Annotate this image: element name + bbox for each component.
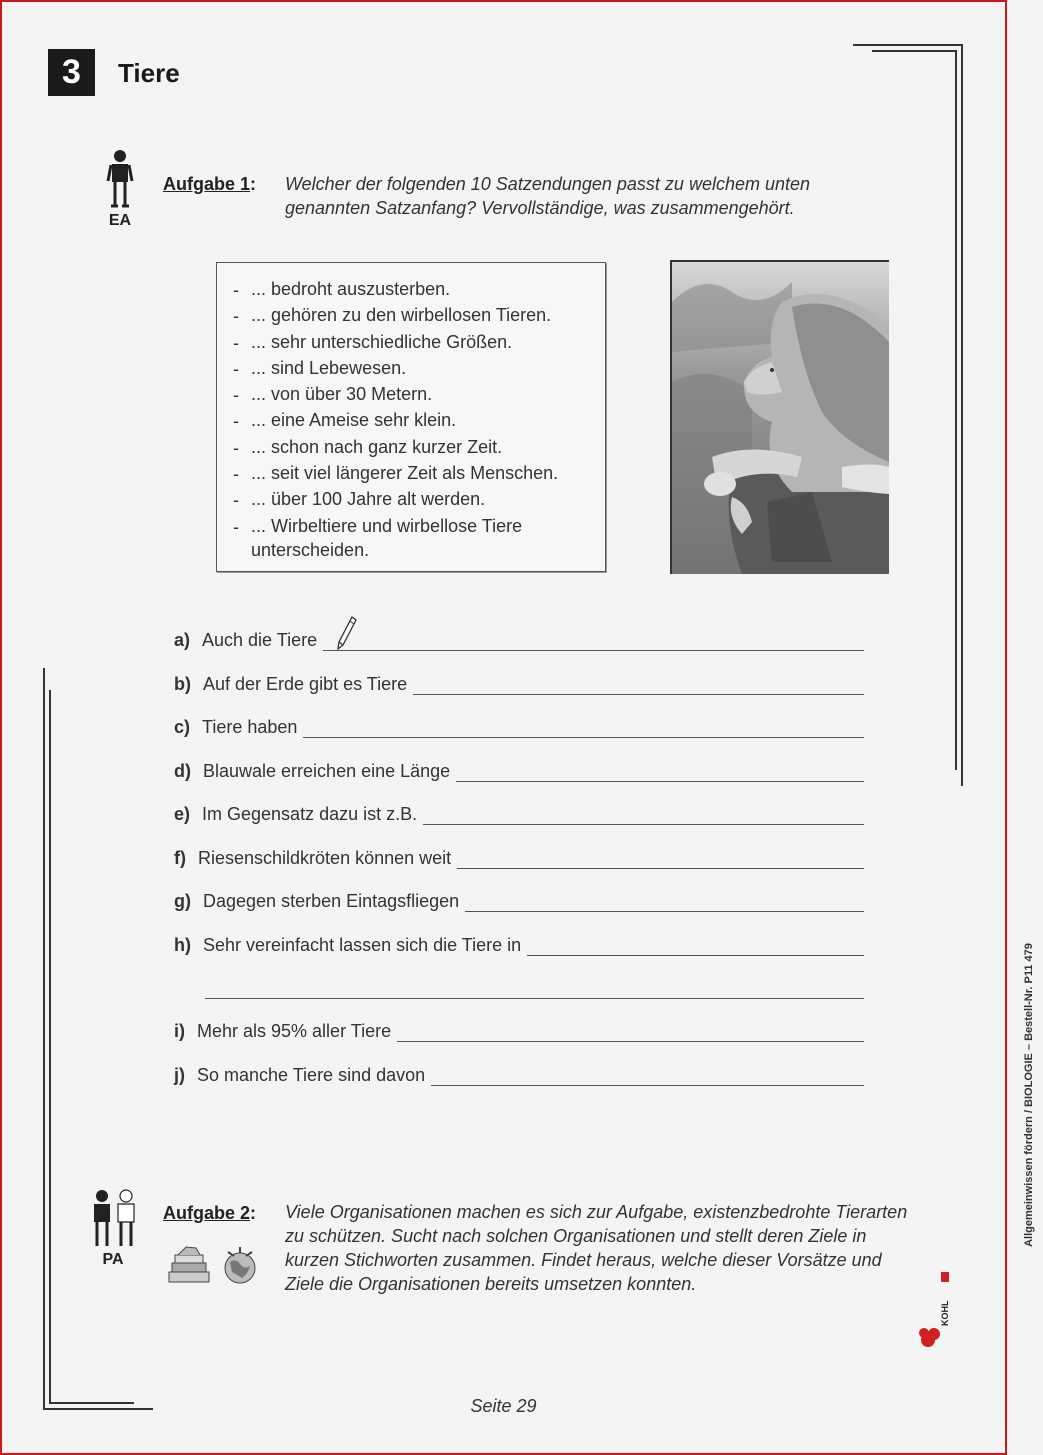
question-letter: f) [174, 848, 186, 868]
answer-line[interactable] [456, 763, 864, 782]
corner-line-bottom-left-v [43, 668, 45, 1410]
answer-line[interactable] [397, 1023, 864, 1042]
task2-colon: : [250, 1203, 257, 1223]
sentence-endings-list [217, 263, 605, 564]
question-letter: b) [174, 674, 191, 694]
sentence-ending-text: ... von über 30 Metern. [251, 384, 433, 405]
books-icon [166, 1244, 212, 1286]
task1-heading [163, 174, 256, 195]
sentence-ending-text: ... gehören zu den wirbellosen Tieren. [251, 305, 552, 326]
task2-heading [163, 1203, 256, 1224]
question-row [174, 935, 864, 956]
answer-line-h-continuation[interactable] [205, 998, 864, 999]
sentence-ending-item [233, 382, 605, 408]
question-letter: j) [174, 1065, 185, 1085]
list-dash: - [233, 490, 239, 511]
question-row [174, 1021, 864, 1042]
sentence-ending-text: ... über 100 Jahre alt werden. [251, 489, 486, 510]
corner-line-bottom-left-v2 [49, 690, 51, 1404]
list-dash: - [233, 358, 239, 379]
sentence-start-text: Mehr als 95% aller Tiere [197, 1021, 392, 1041]
question-row [174, 804, 864, 825]
student-icon [106, 148, 134, 210]
sentence-start-text: Sehr vereinfacht lassen sich die Tiere in [203, 935, 522, 955]
list-dash: - [233, 464, 239, 485]
corner-line-top-right-v [961, 44, 963, 786]
answer-line[interactable] [303, 719, 864, 738]
corner-line-top-right-h [853, 44, 963, 46]
question-letter: g) [174, 891, 191, 911]
side-publisher-info: Allgemeinwissen fördern / BIOLOGIE – Bestell-Nr. P11 479 [1023, 943, 1035, 1247]
sentence-ending-item [233, 303, 605, 329]
sentence-start-text: Tiere haben [202, 717, 298, 737]
task1-label: Aufgabe 1 [163, 174, 251, 194]
list-dash: - [233, 280, 239, 300]
question-row [174, 891, 864, 912]
question-row [174, 717, 864, 738]
sentence-start-text: So manche Tiere sind davon [197, 1065, 426, 1085]
sentence-start-text: Riesenschildkröten können weit [198, 848, 452, 868]
sentence-ending-item [233, 356, 605, 382]
sentence-ending-text: ... Wirbeltiere und wirbellose Tiere unterscheiden. [251, 515, 523, 560]
list-dash: - [233, 332, 239, 353]
list-dash: - [233, 516, 239, 537]
chapter-number: 3 [48, 49, 95, 96]
question-row [174, 1065, 864, 1086]
chapter-title: Tiere [118, 58, 180, 88]
lion-photo [670, 260, 889, 574]
sentence-ending-item [233, 408, 605, 434]
pair-students-icon [88, 1188, 138, 1250]
corner-line-top-right-h2 [872, 50, 957, 52]
sentence-ending-text: ... sehr unterschiedliche Größen. [251, 331, 513, 352]
task2-label: Aufgabe 2 [163, 1203, 251, 1223]
task1-text: Welcher der folgenden 10 Satzendungen passt zu welchem unten genannten Satzanfang? Vervollständige, was zusammengehört. [285, 174, 811, 218]
answer-line[interactable] [423, 806, 864, 825]
answer-line[interactable] [457, 850, 864, 869]
sentence-ending-item [233, 461, 605, 487]
sentence-ending-item [233, 277, 605, 303]
sentence-ending-item [233, 487, 605, 513]
mode-label-ea: EA [108, 212, 132, 229]
question-row [174, 674, 864, 695]
sentence-start-text: Dagegen sterben Eintagsfliegen [203, 891, 460, 911]
corner-line-top-right-v2 [955, 50, 957, 770]
question-letter: c) [174, 717, 191, 737]
question-letter: d) [174, 761, 191, 781]
sentence-ending-text: ... eine Ameise sehr klein. [251, 410, 457, 431]
question-row [174, 630, 864, 651]
sentence-start-text: Auf der Erde gibt es Tiere [203, 674, 408, 694]
question-letter: a) [174, 630, 191, 650]
sentence-ending-text: ... schon nach ganz kurzer Zeit. [251, 436, 503, 457]
page-number: Seite 29 [470, 1396, 537, 1416]
answer-line[interactable] [323, 632, 864, 651]
sentence-ending-text: ... bedroht auszusterben. [251, 279, 451, 299]
answer-line[interactable] [413, 676, 864, 695]
question-letter: i) [174, 1021, 185, 1041]
list-dash: - [233, 437, 239, 458]
sentence-ending-item [233, 330, 605, 356]
question-row [174, 761, 864, 782]
question-letter: e) [174, 804, 191, 824]
question-row [174, 848, 864, 869]
task2-text: Viele Organisationen machen es sich zur Aufgabe, existenzbedrohte Tierarten zu schützen. Sucht nach solchen Organisationen und stellt deren Ziele in kurzen Stichworten zusammen. Findet heraus, welche dieser Vorsätze und Ziele die Organisationen bereits umsetzen konnten. [285, 1202, 908, 1294]
answer-line[interactable] [431, 1067, 864, 1086]
sentence-start-text: Im Gegensatz dazu ist z.B. [202, 804, 418, 824]
sentence-ending-item [233, 514, 605, 564]
sentence-ending-text: ... sind Lebewesen. [251, 357, 407, 378]
svg-text:KOHL: KOHL [940, 1300, 950, 1326]
sentence-start-text: Auch die Tiere [202, 630, 318, 650]
sentence-ending-item [233, 435, 605, 461]
list-dash: - [233, 411, 239, 432]
sentence-endings-box [216, 262, 606, 572]
question-letter: h) [174, 935, 191, 955]
task1-colon: : [250, 174, 257, 194]
answer-line[interactable] [527, 937, 864, 956]
list-dash: - [233, 306, 239, 327]
sentence-start-text: Blauwale erreichen eine Länge [203, 761, 451, 781]
sentence-ending-text: ... seit viel längerer Zeit als Menschen. [251, 463, 559, 484]
list-dash: - [233, 385, 239, 406]
mode-label-pa: PA [102, 1251, 124, 1268]
kohl-logo [918, 1268, 966, 1352]
globe-icon [222, 1244, 258, 1286]
answer-line[interactable] [465, 893, 864, 912]
